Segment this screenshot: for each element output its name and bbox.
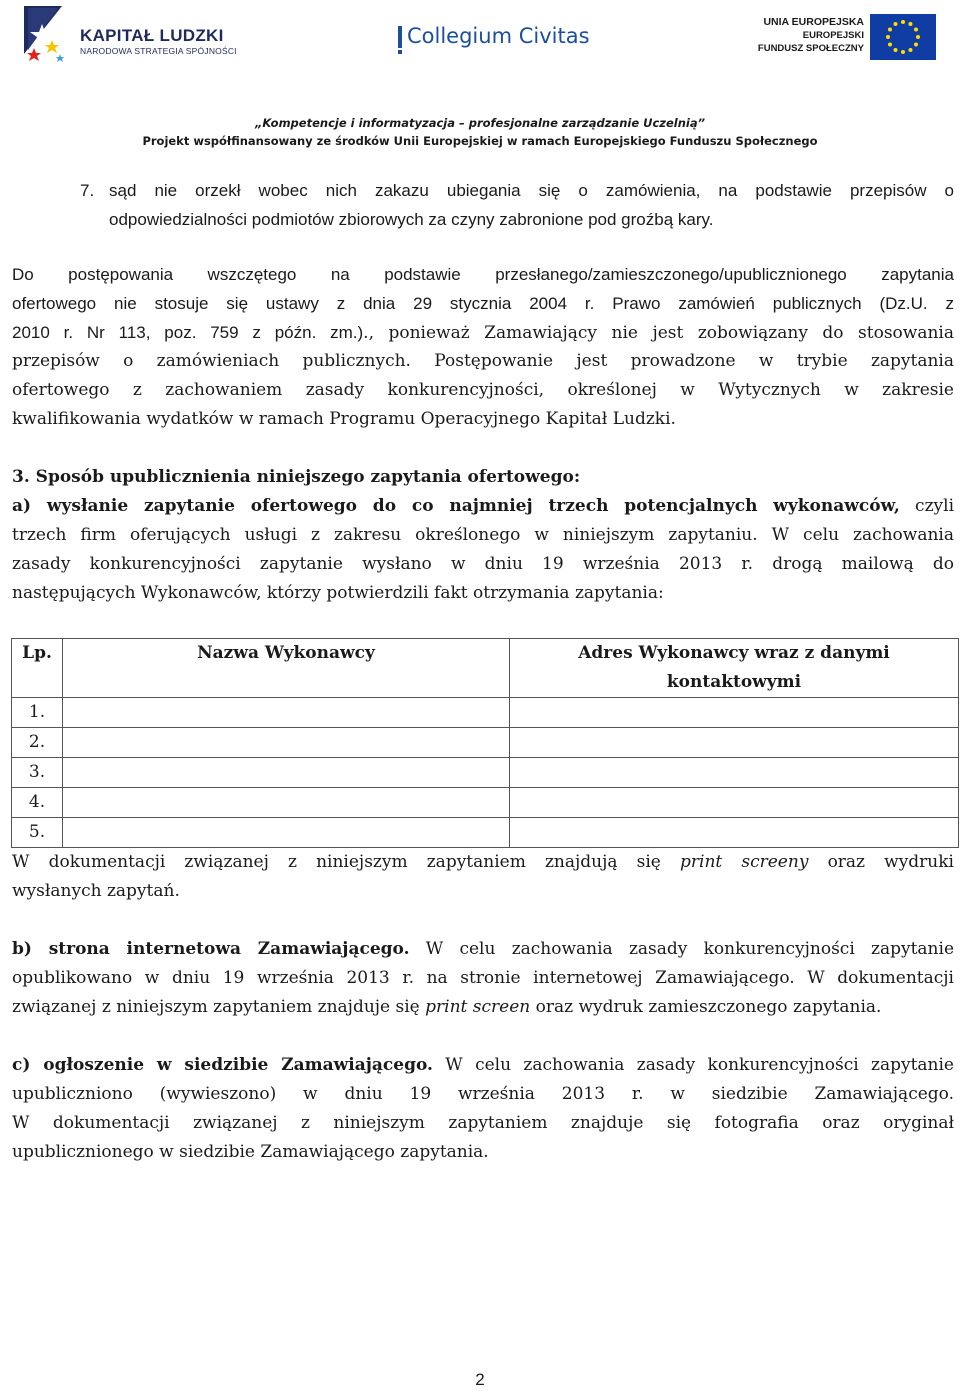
eu-line-3: FUNDUSZ SPOŁECZNY xyxy=(757,43,864,54)
section-b-line-1 xyxy=(12,935,954,964)
table-cell-address xyxy=(510,818,959,848)
section-c-line-2: upubliczniono (wywieszono) w dniu 19 września 2013 r. w siedzibie Zamawiającego. xyxy=(12,1084,954,1104)
after-table-line-2: wysłanych zapytań. xyxy=(12,881,180,901)
table-cell-lp: 2. xyxy=(12,728,63,758)
para1-line-2: ofertowego nie stosuje się ustawy z dnia 29 stycznia 2004 r. Prawo zamówień publicznych (Dz.U. z xyxy=(12,294,954,313)
eu-line-1: UNIA EUROPEJSKA xyxy=(763,16,864,28)
section-c-line-3: W dokumentacji związanej z niniejszym zapytaniem znajduje się fotografia oraz oryginał xyxy=(12,1113,954,1133)
kapital-ludzki-title: KAPITAŁ LUDZKI xyxy=(80,26,224,45)
section-b-rest: W celu zachowania zasady konkurencyjności zapytanie xyxy=(409,939,955,959)
para1-line-1: Do postępowania wszczętego na podstawie przesłanego/zamieszczonego/upublicznionego zapytania xyxy=(12,265,954,284)
table-cell-address xyxy=(510,758,959,788)
section-b-bold: b) strona internetowa Zamawiającego. xyxy=(12,939,410,959)
kapital-ludzki-subtitle: NARODOWA STRATEGIA SPÓJNOŚCI xyxy=(80,46,237,56)
para1-line-6: kwalifikowania wydatków w ramach Programu Operacyjnego Kapitał Ludzki. xyxy=(12,409,676,429)
table-row xyxy=(12,818,959,848)
para1-line-4-rest: Postępowanie jest prowadzone w trybie zapytania xyxy=(410,351,955,371)
table-cell-lp: 1. xyxy=(12,698,63,728)
table-header-address: Adres Wykonawcy wraz z danymi kontaktowymi xyxy=(510,639,959,698)
after-table-text-2: oraz wydruki xyxy=(827,852,954,872)
section-b-line-3-end: oraz wydruk zamieszczonego zapytania. xyxy=(530,997,882,1017)
section-b-print-screen: print screen xyxy=(425,997,531,1017)
table-cell-name xyxy=(63,788,510,818)
para1-line-3-rest: ., ponieważ Zamawiający nie jest zobowiązany do stosowania xyxy=(363,323,954,343)
table-cell-address xyxy=(510,788,959,818)
collegium-dot-icon xyxy=(398,50,402,54)
section-b-line-3-start: związanej z niniejszym zapytaniem znajduje się xyxy=(12,997,426,1017)
after-table-print-screeny: print screeny xyxy=(680,852,809,872)
table-row xyxy=(12,758,959,788)
para1-line-4 xyxy=(12,347,954,376)
collegium-civitas-name: Collegium Civitas xyxy=(407,24,590,48)
table-cell-name xyxy=(63,818,510,848)
table-header-name: Nazwa Wykonawcy xyxy=(63,639,510,698)
table-cell-lp: 5. xyxy=(12,818,63,848)
section-c-line-1 xyxy=(12,1051,954,1080)
section-3a-line-4: następujących Wykonawców, którzy potwierdzili fakt otrzymania zapytania: xyxy=(12,583,664,603)
table-cell-lp: 4. xyxy=(12,788,63,818)
after-table-text-1: W dokumentacji związanej z niniejszym zapytaniem znajdują się xyxy=(12,852,661,872)
section-b-line-2: opublikowano w dniu 19 września 2013 r. na stronie internetowej Zamawiającego. W dokumentacji xyxy=(12,968,954,988)
section-3a-line-3: zasady konkurencyjności zapytanie wysłano w dniu 19 września 2013 r. drogą mailową do xyxy=(12,554,954,574)
table-cell-address xyxy=(510,728,959,758)
section-3-heading: 3. Sposób upublicznienia niniejszego zapytania ofertowego: xyxy=(12,467,581,487)
table-header-lp: Lp. xyxy=(12,639,63,698)
kapital-ludzki-logo xyxy=(22,4,237,70)
para1-line-4-start: przepisów o zamówieniach publicznych. xyxy=(12,351,411,371)
item-7-number: 7. xyxy=(80,181,95,200)
table-header-row xyxy=(12,639,959,698)
section-c-rest: W celu zachowania zasady konkurencyjności zapytanie xyxy=(432,1055,954,1075)
table-row xyxy=(12,728,959,758)
table-row xyxy=(12,698,959,728)
table-cell-name xyxy=(63,758,510,788)
section-c-line-4: upublicznionego w siedzibie Zamawiającego zapytania. xyxy=(12,1142,489,1162)
table-cell-address xyxy=(510,698,959,728)
page-number: 2 xyxy=(475,1370,485,1389)
collegium-bar-icon xyxy=(398,26,402,48)
section-b-line-3 xyxy=(12,993,954,1022)
table-row xyxy=(12,788,959,818)
para1-line-3 xyxy=(12,318,954,348)
table-cell-lp: 3. xyxy=(12,758,63,788)
contractors-table xyxy=(11,638,959,848)
table-cell-name xyxy=(63,698,510,728)
section-3a-bold: a) wysłanie zapytanie ofertowego do co najmniej trzech potencjalnych wykonawców, xyxy=(12,496,900,516)
kapital-ludzki-star-icon xyxy=(22,4,78,70)
section-c-bold: c) ogłoszenie w siedzibie Zamawiającego. xyxy=(12,1055,433,1075)
section-3a-rest: czyli xyxy=(899,496,955,516)
para1-line-3-citation: 2010 r. Nr 113, poz. 759 z późn. zm.) xyxy=(12,323,364,342)
project-cofinance-note: Projekt współfinansowany ze środków Unii Europejskiej w ramach Europejskiego Funduszu Społecznego xyxy=(142,134,818,148)
item-7-line-2: odpowiedzialności podmiotów zbiorowych za czyny zabronione pod groźbą kary. xyxy=(109,210,714,229)
table-cell-name xyxy=(63,728,510,758)
eu-flag-icon xyxy=(870,14,936,60)
section-3a-line-1 xyxy=(12,492,954,521)
project-title: „Kompetencje i informatyzacja – profesjonalne zarządzanie Uczelnią” xyxy=(254,116,706,130)
item-7-line-1: sąd nie orzekł wobec nich zakazu ubiegania się o zamówienia, na podstawie przepisów o xyxy=(109,181,954,200)
after-table-line-1 xyxy=(12,848,954,877)
eu-logo xyxy=(757,14,940,64)
section-3a-line-2: trzech firm oferujących usługi z zakresu określonego w niniejszym zapytaniu. W celu zachowania xyxy=(12,525,954,545)
para1-line-5: ofertowego z zachowaniem zasady konkurencyjności, określonej w Wytycznych w zakresie xyxy=(12,380,954,400)
eu-line-2: EUROPEJSKI xyxy=(802,30,864,41)
